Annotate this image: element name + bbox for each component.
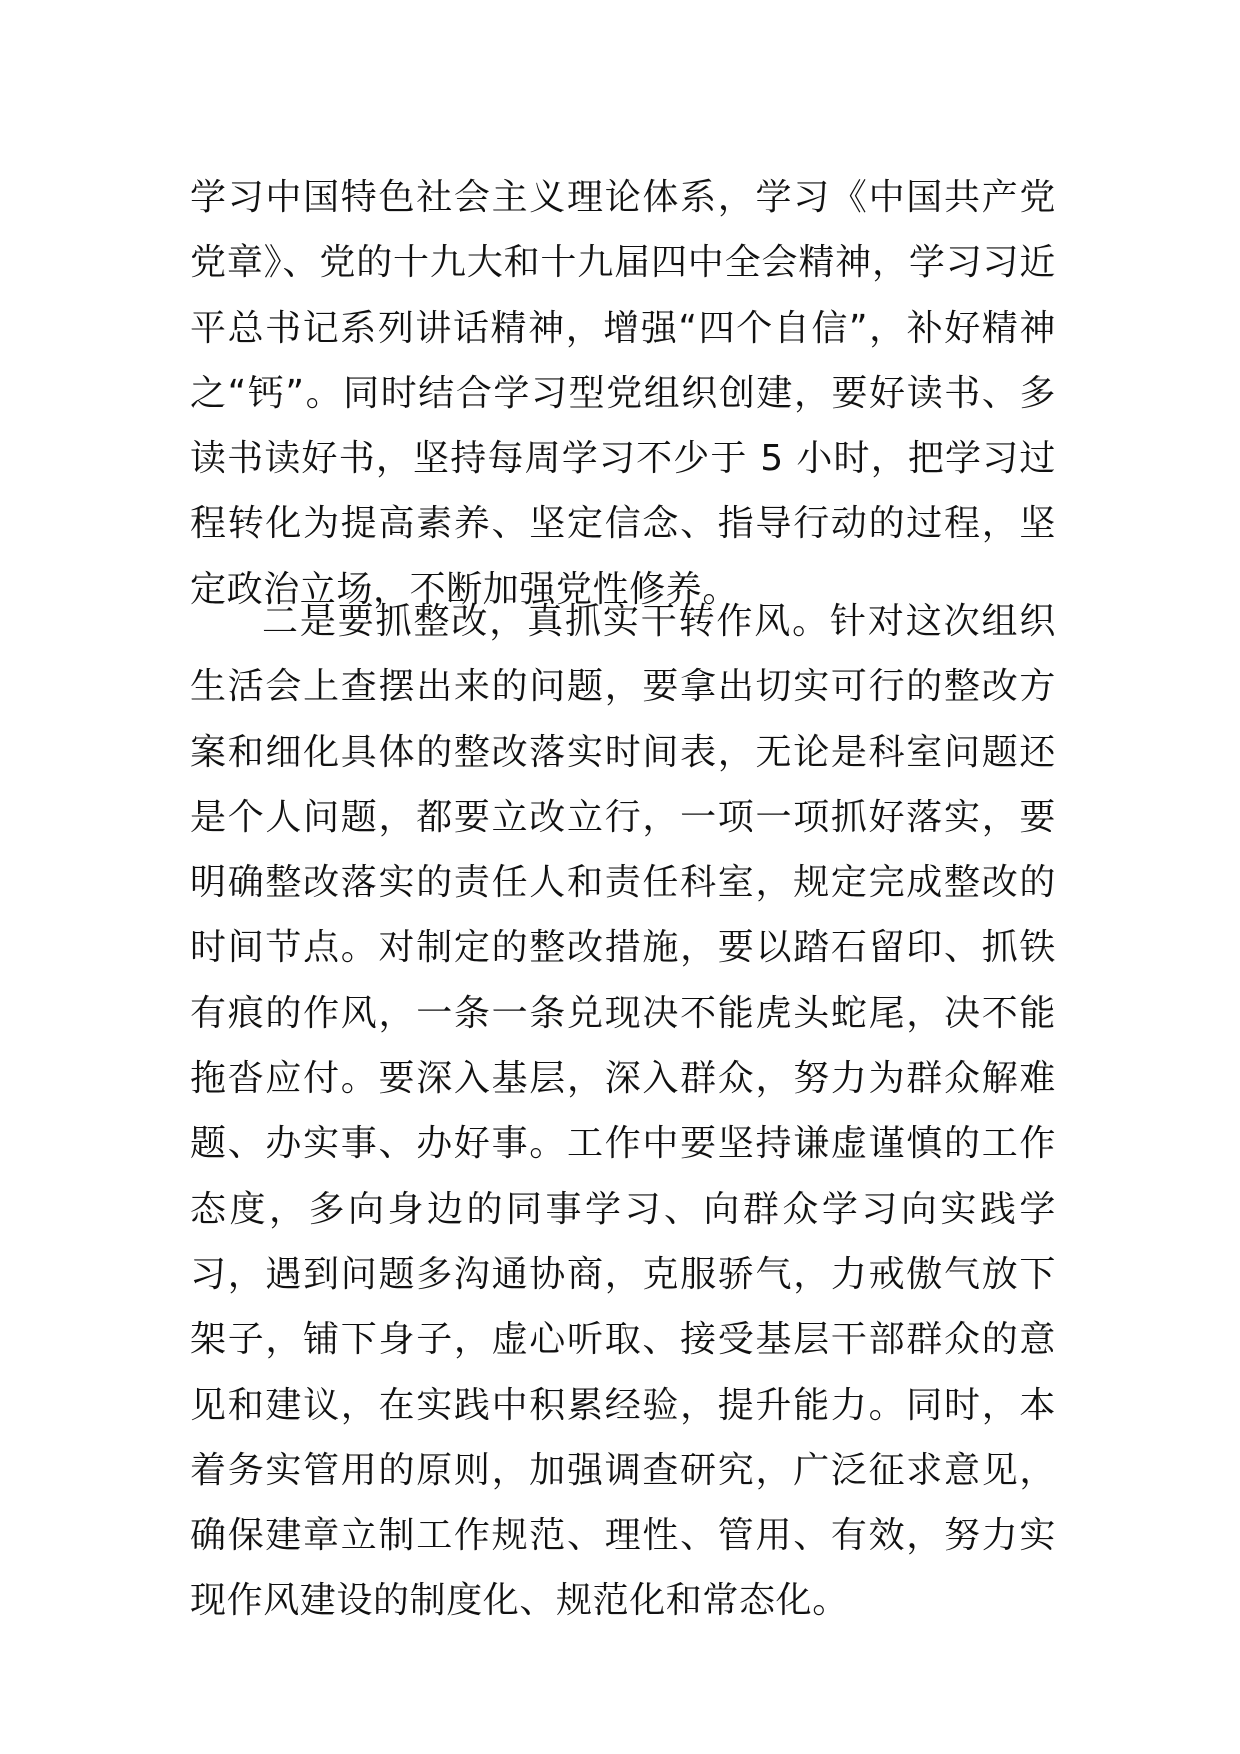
body-paragraph-1: 学习中国特色社会主义理论体系，学习《中国共产党党章》、党的十九大和十九届四中全会精神，学习习近平总书记系列讲话精神，增强“四个自信”，补好精神之“钙”。同时结合学习型党组织创建，要好读书、多读书读好书，坚持每周学习不少于 5 小时，把学习过程转化为提高素养、坚定信念、指导行动的过程，坚定政治立场，不断加强党性修养。: [190, 177, 1056, 610]
body-paragraph-2: 二是要抓整改，真抓实干转作风。针对这次组织生活会上查摆出来的问题，要拿出切实可行的整改方案和细化具体的整改落实时间表，无论是科室问题还是个人问题，都要立改立行，一项一项抓好落实，要明确整改落实的责任人和责任科室，规定完成整改的时间节点。对制定的整改措施，要以踏石留印、抓铁有痕的作风，一条一条兑现决不能虎头蛇尾，决不能拖沓应付。要深入基层，深入群众，努力为群众解难题、办实事、办好事。工作中要坚持谦虚谨慎的工作态度，多向身边的同事学习、向群众学习向实践学习，遇到问题多沟通协商，克服骄气，力戒傲气放下架子，铺下身子，虚心听取、接受基层干部群众的意见和建议，在实践中积累经验，提升能力。同时，本着务实管用的原则，加强调查研究，广泛征求意见，确保建章立制工作规范、理性、管用、有效，努力实现作风建设的制度化、规范化和常态化。: [190, 601, 1056, 1622]
